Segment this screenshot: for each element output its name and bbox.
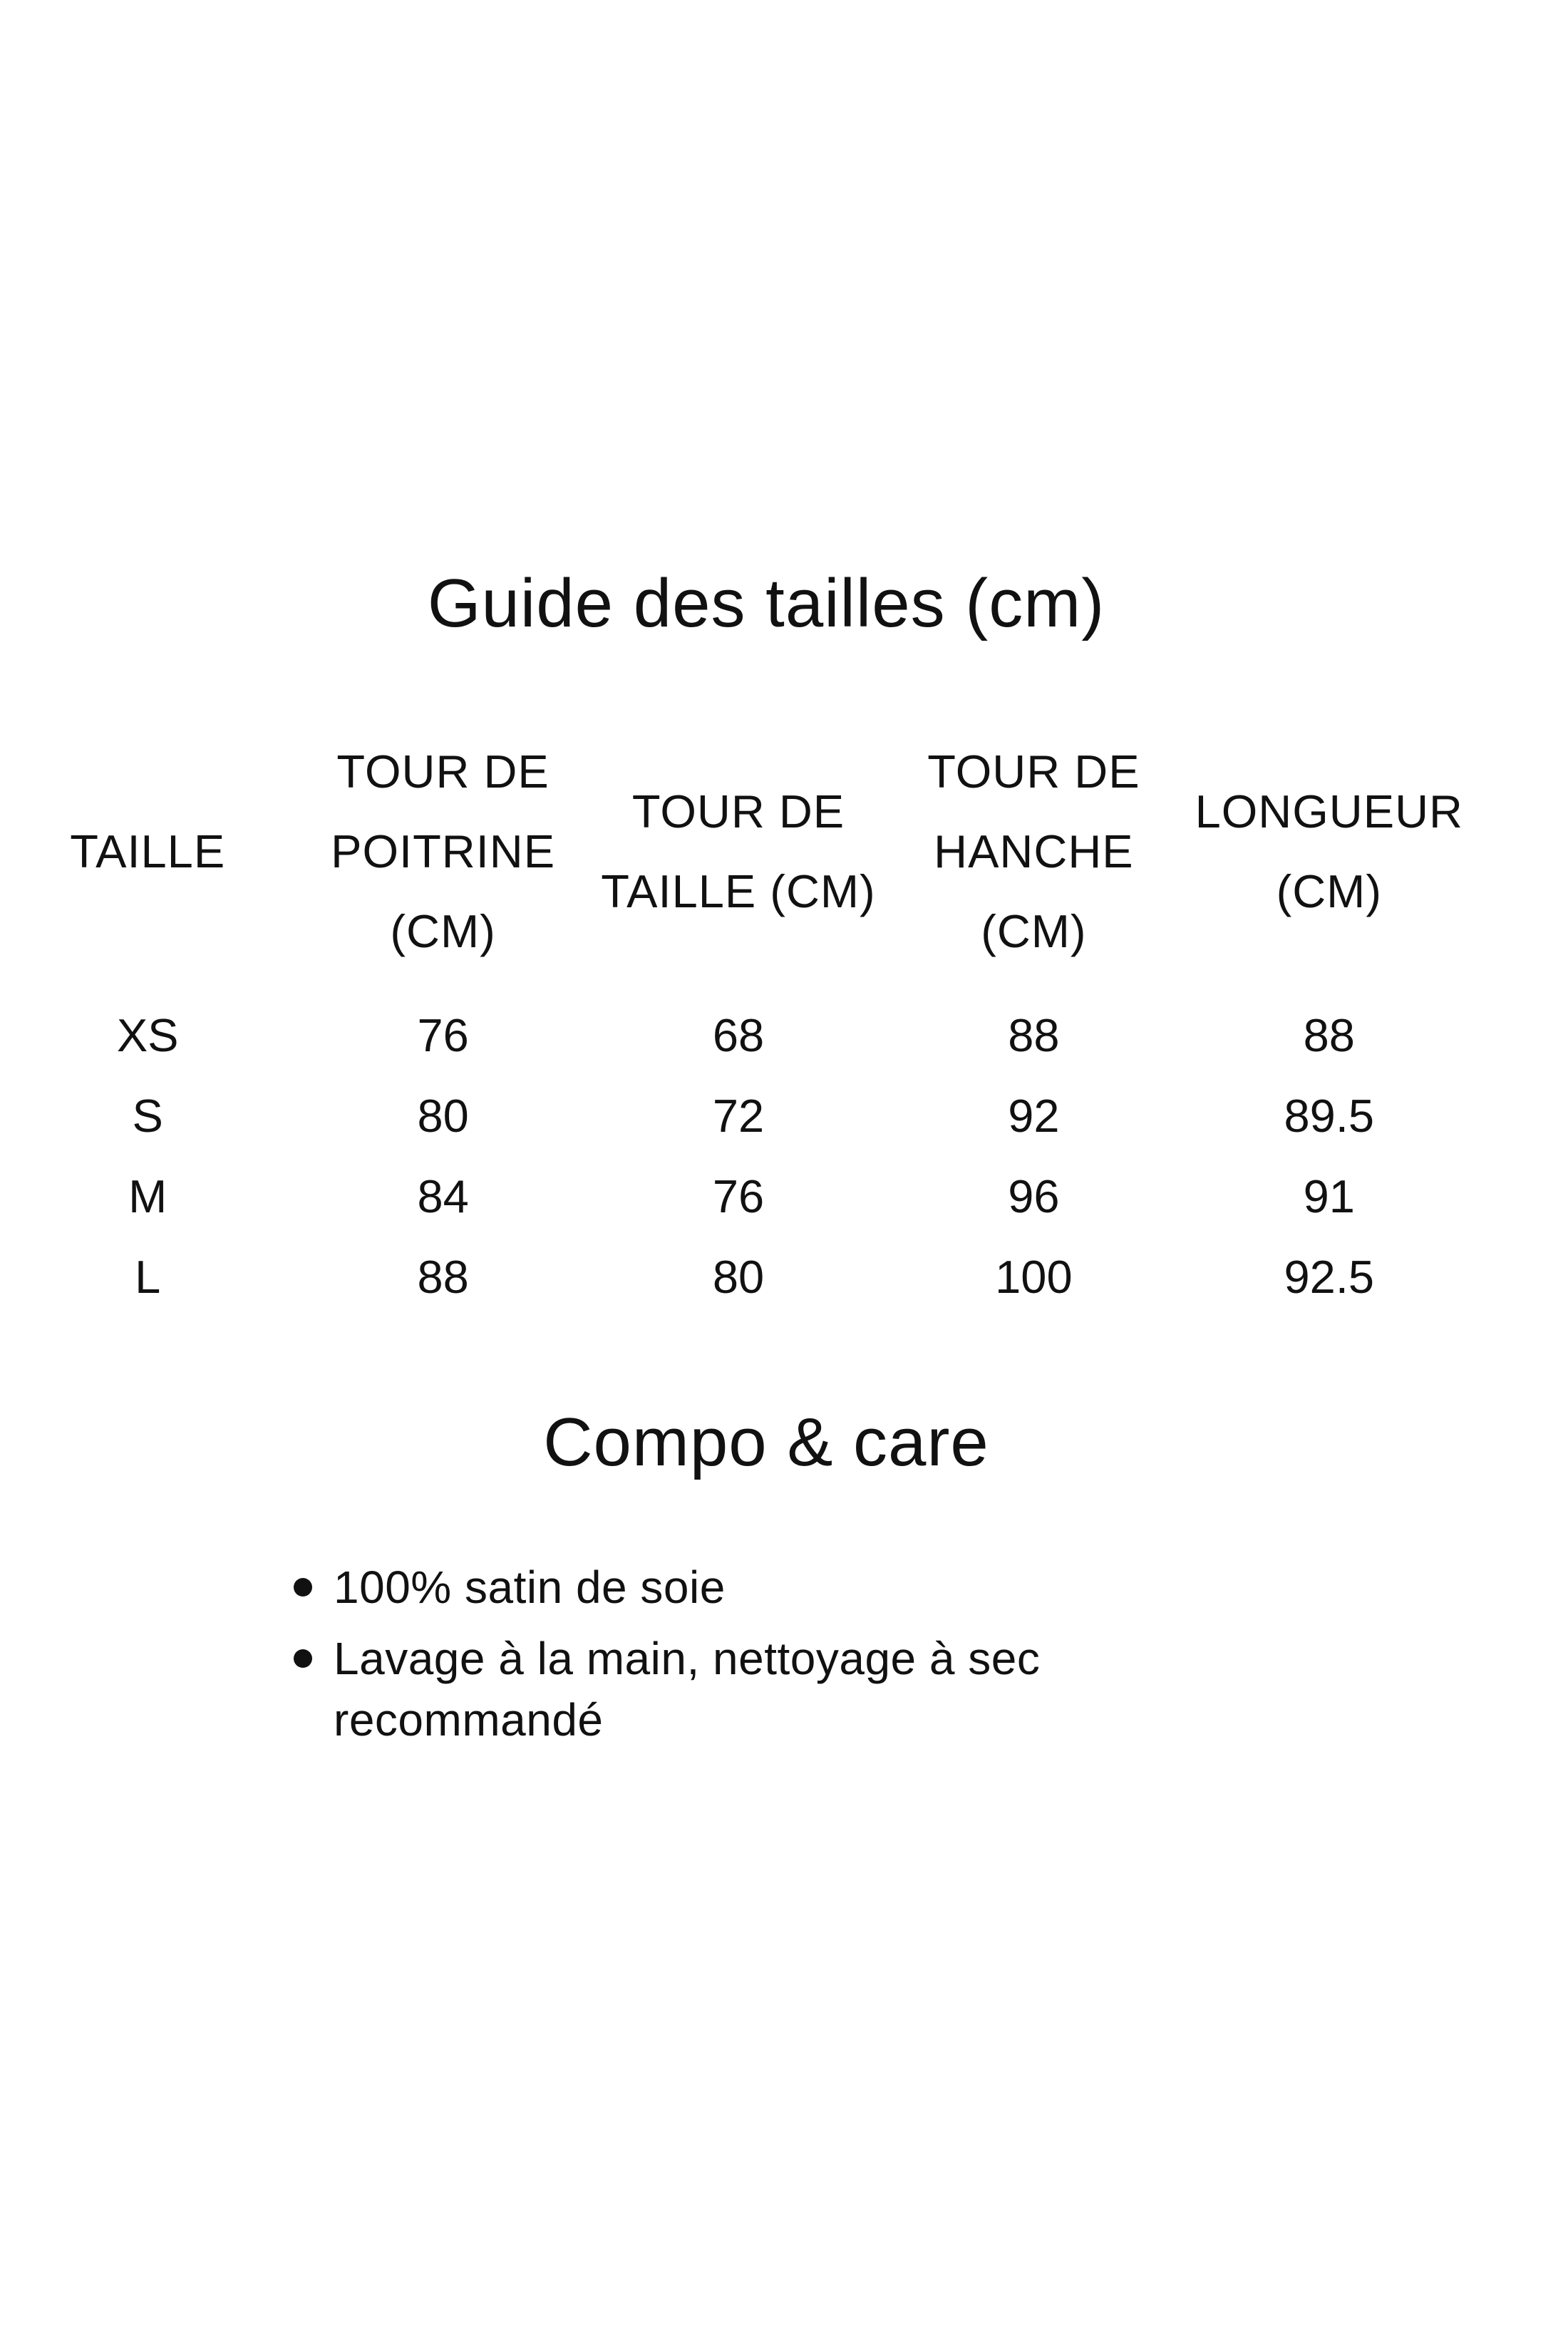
poitrine-value: 88: [417, 1251, 469, 1303]
column-header-line: HANCHE: [934, 825, 1134, 877]
column-header-line: LONGUEUR: [1195, 785, 1463, 837]
table-row: [0, 995, 1477, 1076]
taille-value: 72: [712, 1090, 765, 1142]
poitrine-value: 80: [417, 1090, 469, 1142]
column-header-tour-de-hanche: [886, 732, 1181, 971]
longueur-value: 92.5: [1284, 1251, 1375, 1303]
column-header-line: (CM): [1276, 865, 1382, 917]
size-label: S: [132, 1090, 163, 1142]
table-row: [0, 1076, 1477, 1156]
column-header-tour-de-taille: [591, 772, 886, 932]
column-header-line: (CM): [390, 905, 496, 957]
list-item-text: Lavage à la main, nettoyage à sec recommandé: [334, 1633, 1041, 1745]
size-table-body: [0, 995, 1477, 1317]
poitrine-value: 76: [417, 1009, 469, 1061]
column-header-taille: [0, 812, 295, 892]
column-header-tour-de-poitrine: [295, 732, 590, 971]
size-table-header-row: [0, 727, 1477, 976]
table-row: [0, 1237, 1477, 1317]
column-header-line: TAILLE (CM): [601, 865, 876, 917]
compo-care-list: [294, 1557, 1220, 1760]
taille-value: 80: [712, 1251, 765, 1303]
longueur-value: 88: [1303, 1009, 1355, 1061]
hanche-value: 100: [995, 1251, 1073, 1303]
size-table: [0, 727, 1477, 1317]
size-label: L: [135, 1251, 161, 1303]
column-header-line: (CM): [981, 905, 1087, 957]
column-header-line: POITRINE: [331, 825, 556, 877]
hanche-value: 88: [1008, 1009, 1060, 1061]
column-header-line: TOUR DE: [631, 785, 845, 837]
list-item: [294, 1628, 1220, 1750]
column-header-line: TAILLE: [70, 825, 226, 877]
list-item-text: 100% satin de soie: [334, 1562, 726, 1613]
column-header-longueur: [1182, 772, 1477, 932]
column-header-line: TOUR DE: [927, 746, 1140, 798]
hanche-value: 92: [1008, 1090, 1060, 1142]
table-row: [0, 1156, 1477, 1237]
poitrine-value: 84: [417, 1170, 469, 1222]
size-label: M: [128, 1170, 167, 1222]
size-label: XS: [116, 1009, 179, 1061]
longueur-value: 89.5: [1284, 1090, 1375, 1142]
longueur-value: 91: [1303, 1170, 1355, 1222]
list-item: [294, 1557, 1220, 1618]
compo-care-title: Compo & care: [543, 1404, 989, 1480]
taille-value: 68: [712, 1009, 765, 1061]
taille-value: 76: [712, 1170, 765, 1222]
hanche-value: 96: [1008, 1170, 1060, 1222]
bullet-icon: [294, 1649, 312, 1668]
bullet-icon: [294, 1578, 312, 1597]
column-header-line: TOUR DE: [336, 746, 550, 798]
size-guide-title: Guide des tailles (cm): [427, 565, 1105, 641]
